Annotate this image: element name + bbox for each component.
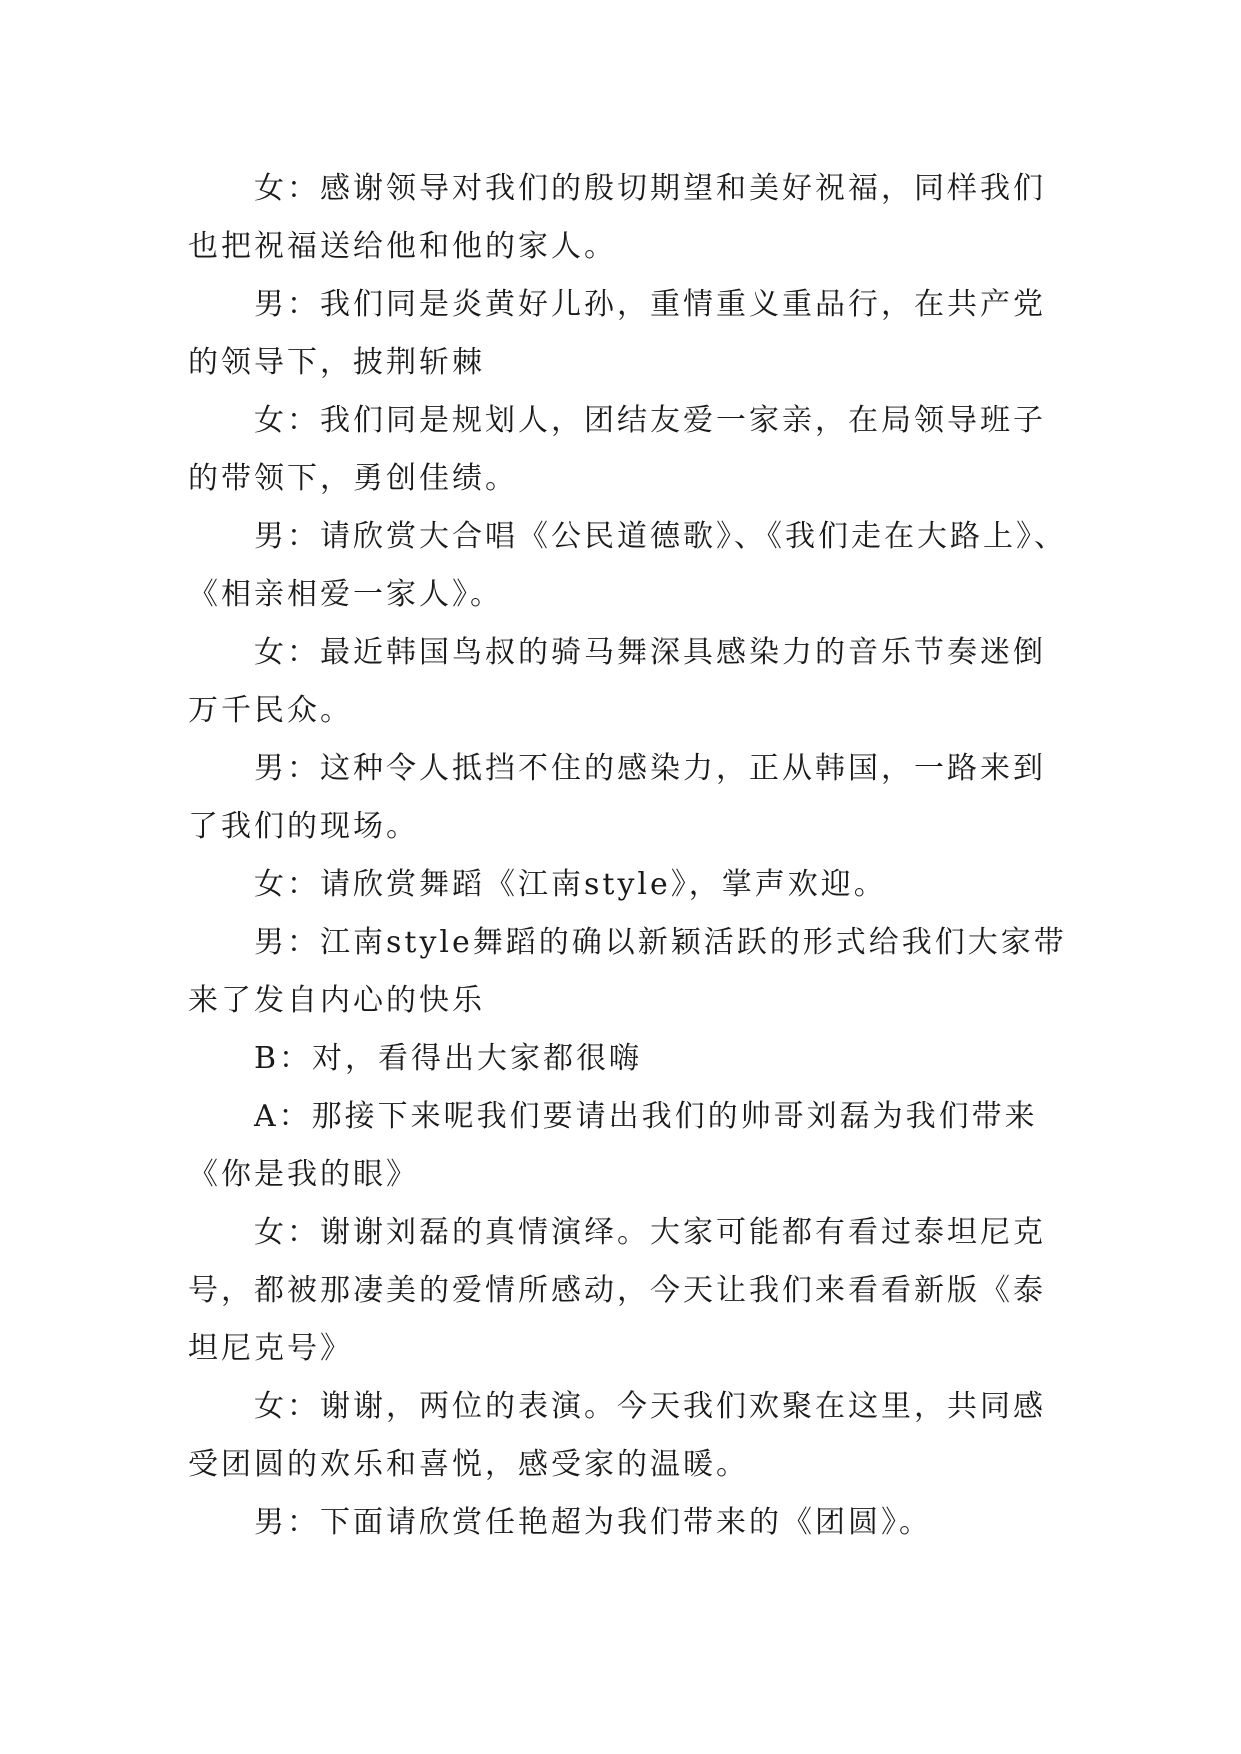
- paragraph: 女：我们同是规划人，团结友爱一家亲，在局领导班子的带领下，勇创佳绩。: [188, 403, 1046, 496]
- paragraph: 男：江南style舞蹈的确以新颖活跃的形式给我们大家带来了发自内心的快乐: [188, 925, 1067, 1018]
- document-body: [188, 160, 1068, 1552]
- paragraph: 女：请欣赏舞蹈《江南style》，掌声欢迎。: [254, 867, 887, 902]
- paragraph: B：对，看得出大家都很嗨: [254, 1041, 643, 1076]
- paragraph: 女：感谢领导对我们的殷切期望和美好祝福，同样我们也把祝福送给他和他的家人。: [188, 171, 1046, 264]
- paragraph: 女：谢谢刘磊的真情演绎。大家可能都有看过泰坦尼克号，都被那凄美的爱情所感动，今天让我们来看看新版《泰坦尼克号》: [188, 1215, 1046, 1366]
- paragraph: 男：这种令人抵挡不住的感染力，正从韩国，一路来到了我们的现场。: [188, 751, 1046, 844]
- paragraph: 男：我们同是炎黄好儿孙，重情重义重品行，在共产党的领导下，披荆斩棘: [188, 287, 1046, 380]
- paragraph: 女：最近韩国鸟叔的骑马舞深具感染力的音乐节奏迷倒万千民众。: [188, 635, 1046, 728]
- paragraph: 女：谢谢，两位的表演。今天我们欢聚在这里，共同感受团圆的欢乐和喜悦，感受家的温暖。: [188, 1389, 1046, 1482]
- paragraph: 男：下面请欣赏任艳超为我们带来的《团圆》。: [254, 1505, 932, 1540]
- paragraph: 男：请欣赏大合唱《公民道德歌》、《我们走在大路上》、《相亲相爱一家人》。: [188, 519, 1067, 612]
- paragraph: A：那接下来呢我们要请出我们的帅哥刘磊为我们带来《你是我的眼》: [188, 1099, 1038, 1192]
